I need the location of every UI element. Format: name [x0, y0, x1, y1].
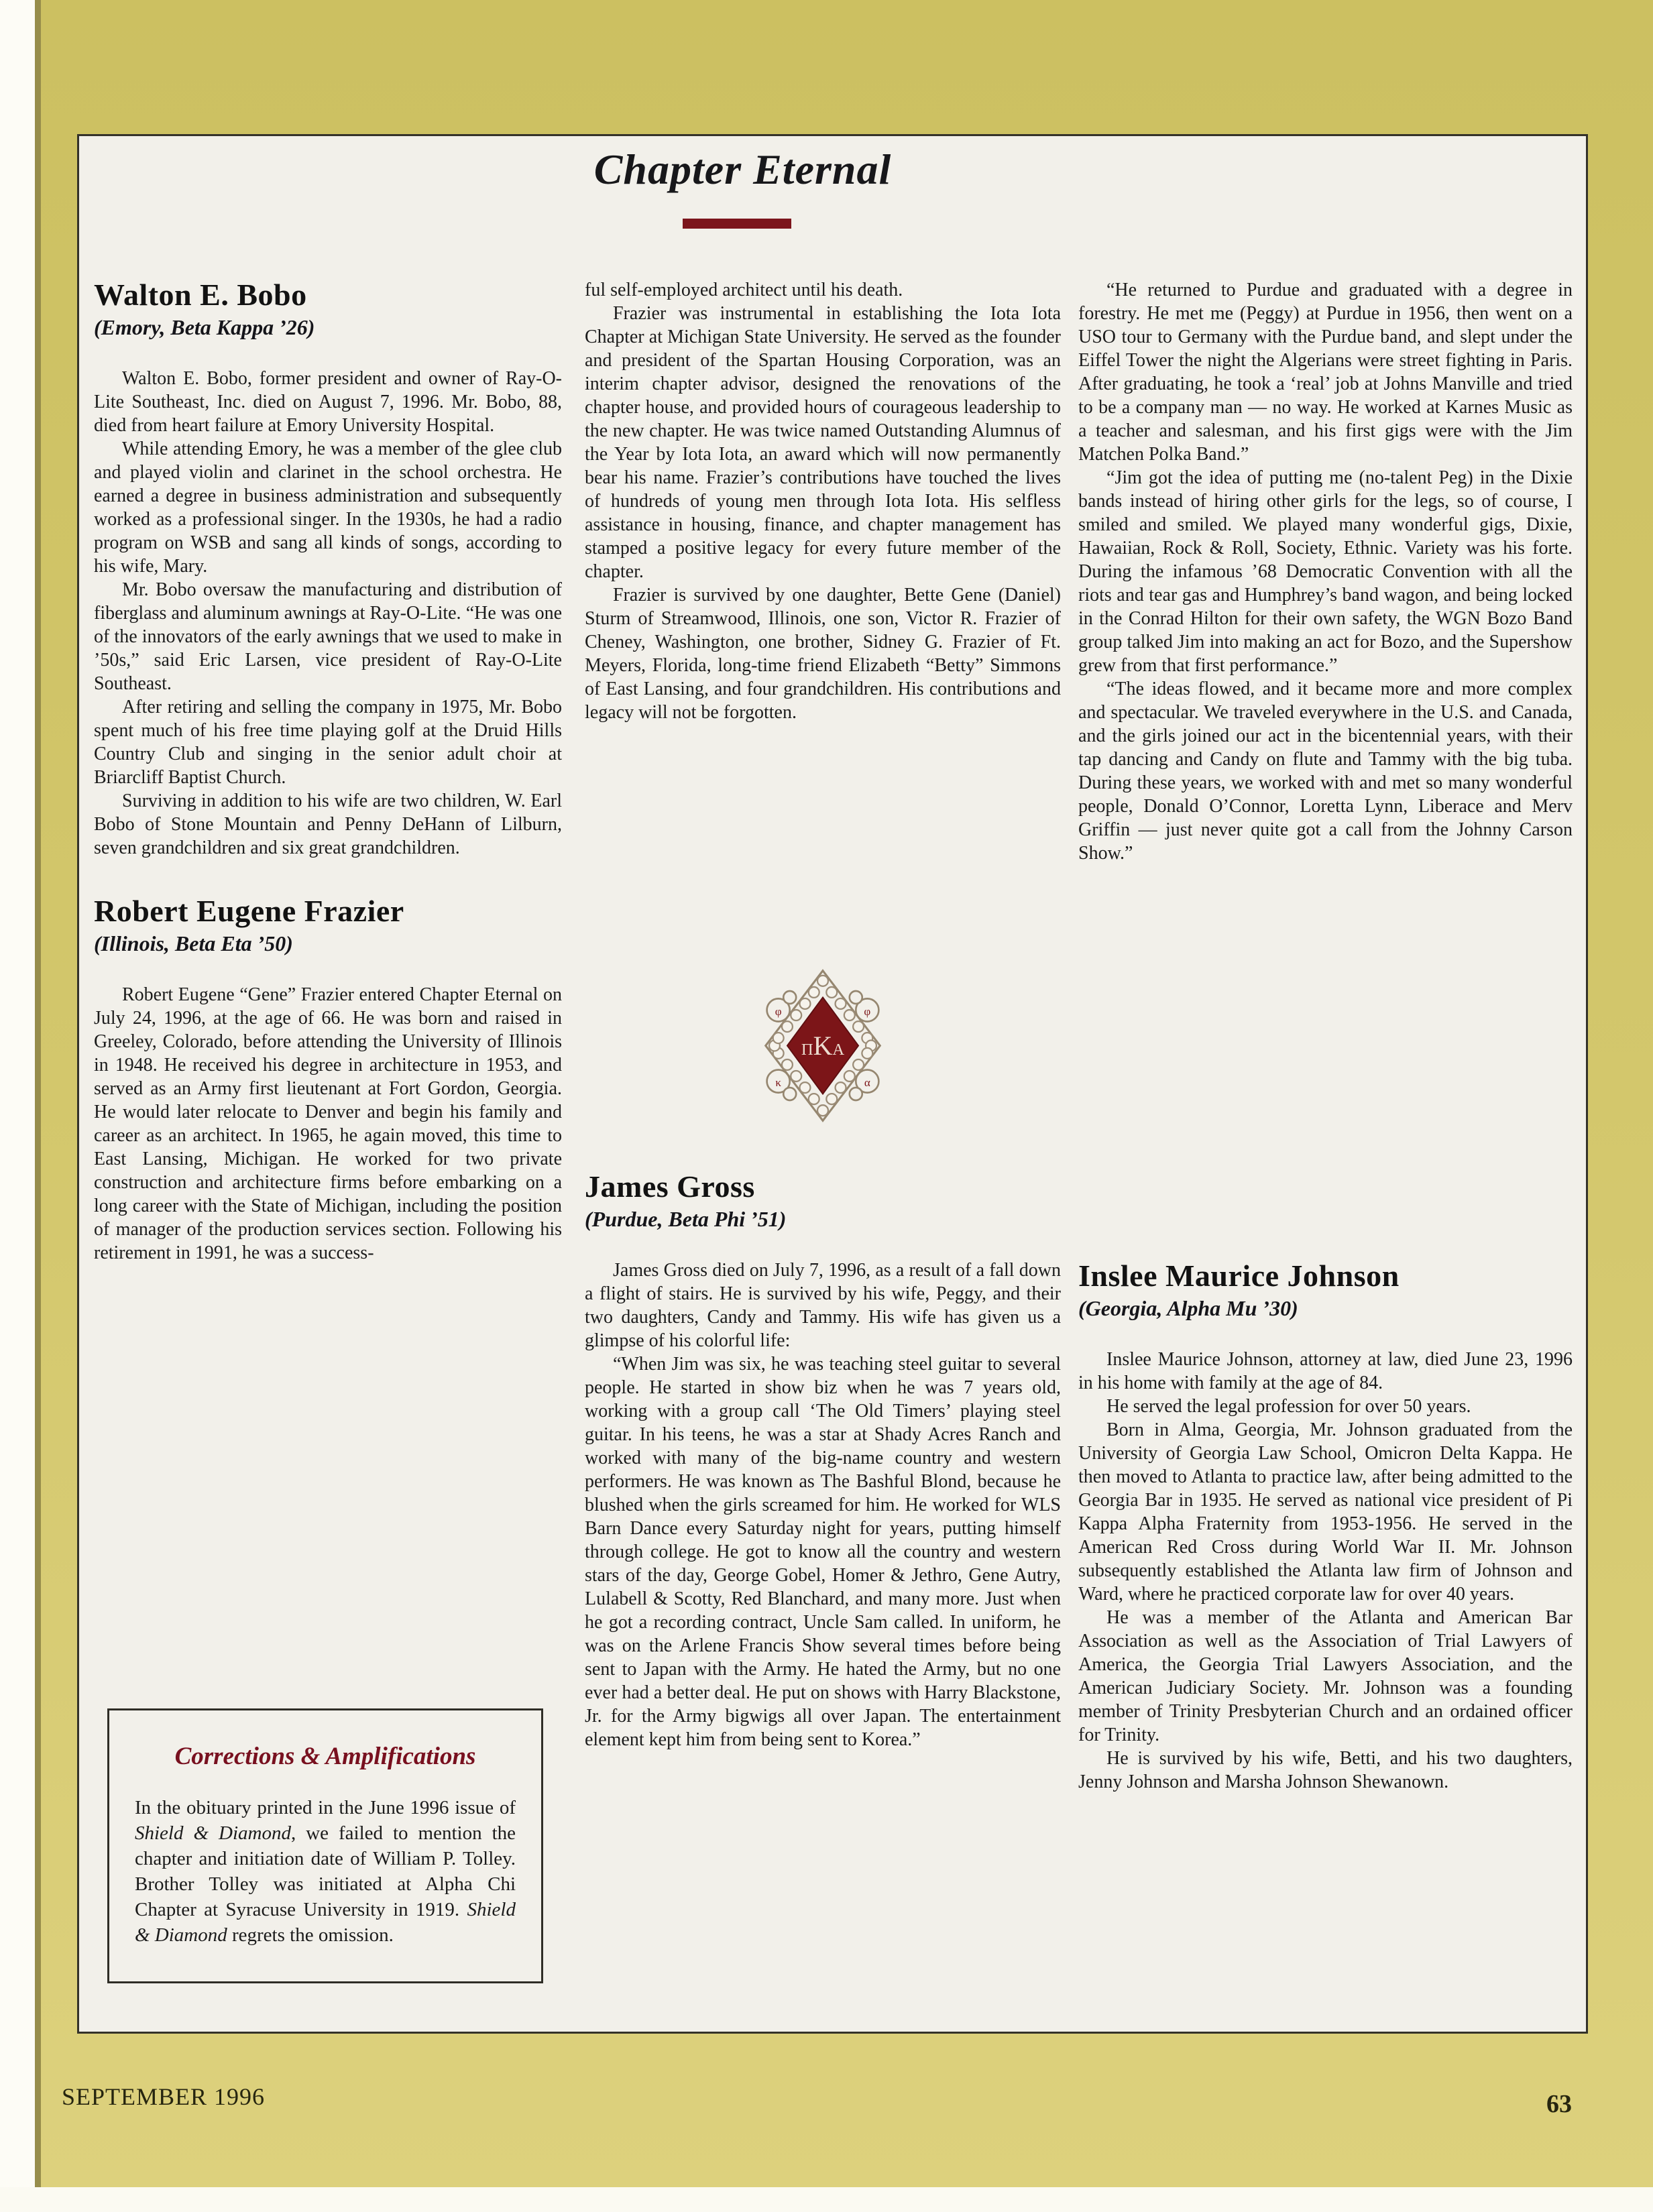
obit-name-johnson: Inslee Maurice Johnson	[1078, 1259, 1400, 1293]
magazine-name: Shield & Diamond	[135, 1822, 291, 1844]
obit-chapter-gross: (Purdue, Beta Phi ’51)	[585, 1207, 787, 1231]
corrections-box	[107, 1708, 543, 1983]
badge-letter-phi-left: φ	[775, 1005, 782, 1018]
paragraph: Robert Eugene “Gene” Frazier entered Chapter Eternal on July 24, 1996, at the age of 66. He was born and raised in Greeley, Colorado, before attending the University of Illinois in 1948. He received his degree in architecture in 1953, and served as an Army first lieutenant at Fort Gordon, Georgia. He would later relocate to Denver and begin his family and career as an architect. In 1965, he again moved, this time to East Lansing, Michigan. He worked for two private construction and architecture firms before embarking on a long career with the State of Michigan, including the position of manager of the production services section. Following his retirement in 1991, he was a success-	[94, 984, 562, 1263]
obit-body-bobo	[94, 367, 562, 860]
obit-section-gross	[585, 1170, 1061, 1751]
scan-edge-left	[0, 0, 35, 2212]
paragraph: While attending Emory, he was a member of the glee club and played violin and clarinet in the school orchestra. He earned a degree in business administration and subsequently worked as a professional singer. In the 1930s, he had a radio program on WSB and sang all kinds of songs, according to his wife, Mary.	[94, 439, 562, 577]
corrections-title: Corrections & Amplifications	[174, 1743, 476, 1770]
paragraph: Frazier was instrumental in establishing the Iota Iota Chapter at Michigan State University. He served as the founder and president of the Spartan Housing Corporation, was an interim chapter advisor, designed the renovations of the chapter house, and provided hours of courageous leadership to the new chapter. He was twice named Outstanding Alumnus of the Year by Iota Iota, an award which will now permanently bear his name. Frazier’s contributions have touched the lives of hundreds of young men through Iota Iota. His selfless assistance in housing, finance, and chapter management has stamped a positive legacy for every future member of the chapter.	[585, 303, 1061, 582]
paragraph: “He returned to Purdue and graduated with a degree in forestry. He met me (Peggy) at Purdue in 1956, then went on a USO tour to Germany with the Purdue band, and slept under the Eiffel Tower the night the Algerians were street fighting in Paris. After graduating, he took a ‘real’ job at Johns Manville and tried to be a company man — no way. He worked at Karnes Music as a teacher and salesman, and his first gigs were with the Jim Matchen Polka Band.”	[1078, 280, 1573, 465]
paragraph: He is survived by his wife, Betti, and his two daughters, Jenny Johnson and Marsha Johnson Shewanown.	[1078, 1748, 1573, 1792]
paragraph: Mr. Bobo oversaw the manufacturing and distribution of fiberglass and aluminum awnings at Ray-O-Lite. “He was one of the innovators of the early awnings that we used to make in ’50s,” said Eric Larsen, vice president of Ray-O-Lite Southeast.	[94, 579, 562, 694]
paragraph: James Gross died on July 7, 1996, as a result of a fall down a flight of stairs. He is survived by his wife, Peggy, and their two daughters, Candy and Tammy. His wife has given us a glimpse of his colorful life:	[585, 1260, 1061, 1351]
magazine-name: Shield & Diamond	[135, 1899, 516, 1946]
paragraph: Walton E. Bobo, former president and owner of Ray-O-Lite Southeast, Inc. died on August 7, 1996. Mr. Bobo, 88, died from heart failure at Emory University Hospital.	[94, 368, 562, 436]
column-1	[94, 278, 562, 1265]
badge-letter-alpha: α	[864, 1076, 870, 1090]
column-3	[1078, 278, 1573, 865]
obit-body-frazier-continued	[585, 278, 1061, 724]
obit-body-frazier	[94, 983, 562, 1265]
page-title: Chapter Eternal	[593, 145, 892, 193]
obit-name-frazier: Robert Eugene Frazier	[94, 894, 404, 928]
paragraph: After retiring and selling the company in 1975, Mr. Bobo spent much of his free time playing golf at the Druid Hills Country Club and singing in the senior adult choir at Briarcliff Baptist Church.	[94, 697, 562, 788]
paragraph: “Jim got the idea of putting me (no-talent Peg) in the Dixie bands instead of hiring other girls for the legs, so of course, I smiled and smiled. We played many wonderful gigs, Dixie, Hawaiian, Rock & Roll, Society, Ethnic. Variety was his forte. During the infamous ’68 Democratic Convention with all the riots and tear gas and Humphrey’s band wagon, and being locked in the Conrad Hilton for their own safety, the WGN Bozo Band group talked Jim into making an act for Bozo, and the Supershow grew from that first performance.”	[1078, 467, 1573, 676]
paragraph: “When Jim was six, he was teaching steel guitar to several people. He started in show biz when he was 7 years old, working with a group call ‘The Old Timers’ playing steel guitar. In his teens, he was a star at Shady Acres Ranch and worked with many of the big-name country and western performers. He was known as The Bashful Blond, because he blushed when the girls screamed for him. He worked for WLS Barn Dance every Saturday night for years, putting himself through college. He got to know all the country and western stars of the day, George Gobel, Homer & Jethro, Gene Autry, Lulabell & Scotty, Red Blanchard, and many more. Just when he got a recording contract, Uncle Sam called. In uniform, he was on the Arlene Francis Show several times before being sent to Japan with the Army. He hated the Army, but no one ever had a better deal. He put on shows with Harry Blackstone, Jr. for the Army bigwigs all over Japan. The entertainment element kept him from being sent to Korea.”	[585, 1354, 1061, 1750]
obit-body-gross	[585, 1259, 1061, 1751]
column-2	[585, 278, 1061, 724]
corrections-text: In the obituary printed in the June 1996 issue of	[135, 1797, 516, 1818]
obit-chapter-bobo: (Emory, Beta Kappa ’26)	[94, 315, 315, 339]
paragraph: He served the legal profession for over 50 years.	[1106, 1396, 1471, 1417]
paragraph: Inslee Maurice Johnson, attorney at law, died June 23, 1996 in his home with family at the age of 84.	[1078, 1349, 1573, 1393]
obit-body-gross-continued	[1078, 278, 1573, 865]
title-rule	[683, 219, 791, 229]
obit-body-johnson	[1078, 1348, 1573, 1794]
paragraph: ful self-employed architect until his death.	[585, 280, 903, 300]
corrections-body	[135, 1795, 516, 1948]
badge-letter-phi-right: φ	[864, 1005, 871, 1018]
obit-name-bobo: Walton E. Bobo	[94, 278, 307, 312]
corrections-text: regrets the omission.	[227, 1924, 394, 1946]
obit-section-johnson	[1078, 1259, 1573, 1794]
corrections-text: , we failed to mention the chapter and initiation date of William P. Tolley. Brother Tolley was initiated at Alpha Chi Chapter at Syracuse University in 1919.	[135, 1822, 516, 1920]
paragraph: Surviving in addition to his wife are two children, W. Earl Bobo of Stone Mountain and Penny DeHann of Lilburn, seven grandchildren and six great grandchildren.	[94, 791, 562, 858]
pi-kappa-alpha-badge-icon	[759, 967, 887, 1124]
badge-letter-kappa: κ	[775, 1076, 781, 1090]
paragraph: Frazier is survived by one daughter, Bette Gene (Daniel) Sturm of Streamwood, Illinois, one son, Victor R. Frazier of Cheney, Washington, one brother, Sidney G. Frazier of Ft. Meyers, Florida, long-time friend Elizabeth “Betty” Simmons of East Lansing, and four grandchildren. His contributions and legacy will not be forgotten.	[585, 585, 1061, 723]
scan-edge-bottom	[0, 2187, 1653, 2212]
obit-chapter-johnson: (Georgia, Alpha Mu ’30)	[1078, 1296, 1298, 1320]
paragraph: He was a member of the Atlanta and American Bar Association as well as the Association of Trial Lawyers of America, the Georgia Trial Lawyers Association, and the American Judiciary Society. Mr. Johnson was a founding member of Trinity Presbyterian Church and an ordained officer for Trinity.	[1078, 1607, 1573, 1745]
footer-issue-date: SEPTEMBER 1996	[62, 2083, 266, 2110]
obit-chapter-frazier: (Illinois, Beta Eta ’50)	[94, 931, 293, 955]
paragraph: Born in Alma, Georgia, Mr. Johnson graduated from the University of Georgia Law School, Omicron Delta Kappa. He then moved to Atlanta to practice law, after being admitted to the Georgia Bar in 1935. He served as national vice president of Pi Kappa Alpha Fraternity from 1953-1956. He served in the American Red Cross during World War II. Mr. Johnson subsequently established the Atlanta law firm of Johnson and Ward, where he practiced corporate law for over 40 years.	[1078, 1419, 1573, 1605]
badge-monogram: ΠKΑ	[801, 1031, 845, 1061]
footer-page-number: 63	[1546, 2090, 1572, 2118]
obit-name-gross: James Gross	[585, 1169, 755, 1204]
paragraph: “The ideas flowed, and it became more and more complex and spectacular. We traveled everywhere in the U.S. and Canada, and the girls joined our act in the bicentennial years, with their tap dancing and Candy on flute and Tammy with the big tuba. During these years, we worked with and met so many wonderful people, Donald O’Connor, Loretta Lynn, Liberace and Merv Griffin — just never quite got a call from the Johnny Carson Show.”	[1078, 679, 1573, 864]
